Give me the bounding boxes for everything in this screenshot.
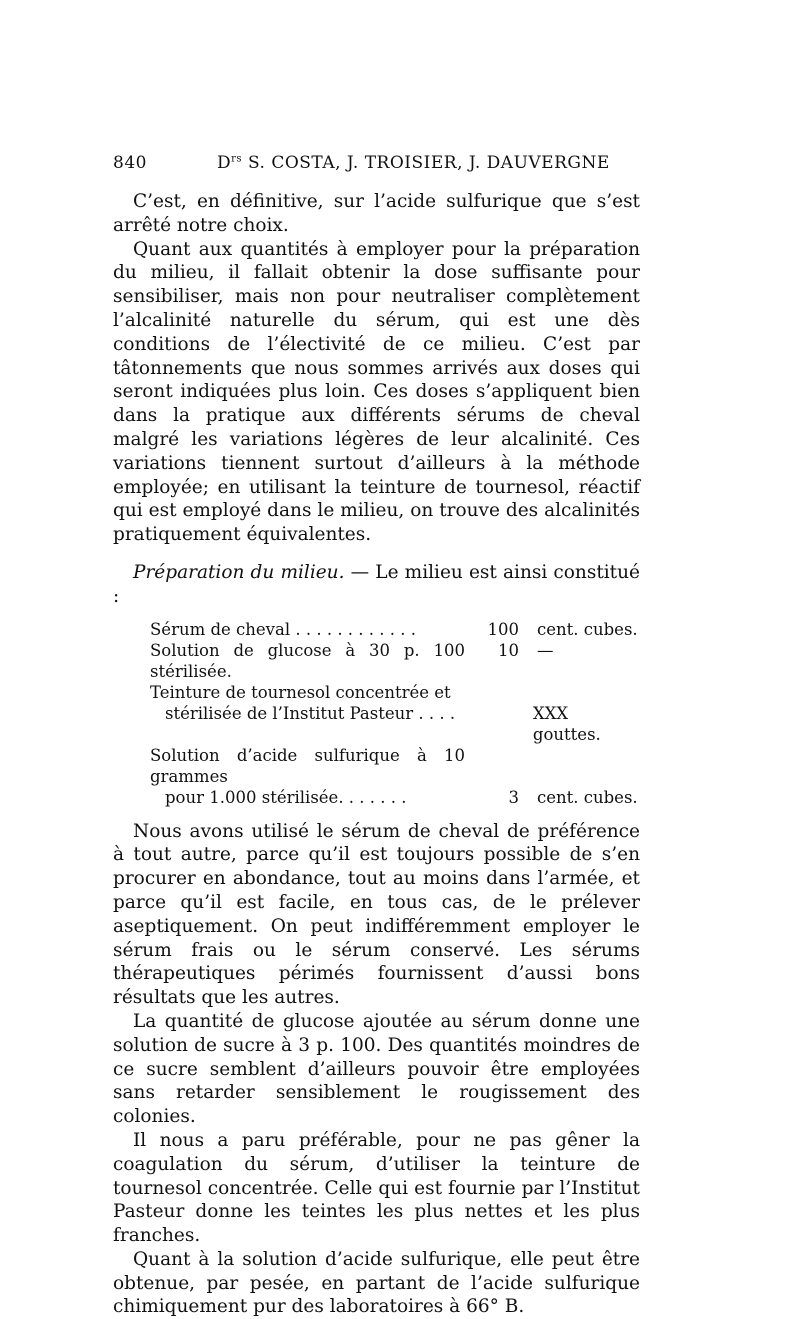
body-text <box>113 190 640 1319</box>
section-title-rest: — Le milieu est ainsi constitué : <box>113 561 640 607</box>
paragraph: Il nous a paru préférable, pour ne pas gêner la coagulation du sérum, d’utiliser la teinture de tournesol concentrée. Celle qui est fournie par l’Institut Pasteur donne les teintes les plus nettes et les plus franches. <box>113 1129 640 1247</box>
recipe-row <box>113 745 640 787</box>
authors-names: S. COSTA, J. TROISIER, J. DAUVERGNE <box>247 153 610 173</box>
paragraph: Nous avons utilisé le sérum de cheval de préférence à tout autre, parce qu’il est toujours possible de s’en procurer en abondance, tout au moins dans l’armée, et parce qu’il est facile, en tous cas, de le prélever aseptiquement. On peut indifféremment employer le sérum frais ou le sérum conservé. Les sérums thérapeutiques périmés fournissent d’aussi bons résultats que les autres. <box>113 820 640 1009</box>
recipe-quantity: 10 <box>498 640 519 660</box>
recipe-unit: cent. cubes. <box>537 619 638 639</box>
recipe-row <box>113 682 640 703</box>
recipe-ingredient: Teinture de tournesol concentrée et <box>150 682 451 702</box>
recipe-quantity <box>465 682 519 703</box>
recipe-unit: XXX gouttes. <box>532 703 601 744</box>
page-number: 840 <box>113 153 147 173</box>
recipe-row <box>113 640 640 682</box>
paragraph: C’est, en définitive, sur l’acide sulfurique que s’est arrêté notre choix. <box>113 191 640 236</box>
recipe-row-cont <box>113 787 640 808</box>
running-header <box>113 153 673 179</box>
recipe-unit: — <box>537 640 554 660</box>
recipe-row-cont <box>113 703 640 745</box>
recipe-ingredient: Sérum de cheval . . . . . . . . . . . . <box>150 619 416 639</box>
recipe-ingredient: Solution d’acide sulfurique à 10 grammes <box>150 745 465 786</box>
recipe-row <box>113 619 640 640</box>
paragraph: La quantité de glucose ajoutée au sérum donne une solution de sucre à 3 p. 100. Des quantités moindres de ce sucre semblent d’ailleurs pouvoir être employées sans retarder sensiblement le rougissement des colonies. <box>113 1010 640 1128</box>
section-title: Préparation du milieu. <box>133 561 345 583</box>
recipe-quantity: 3 <box>508 787 519 807</box>
recipe-ingredient-cont: pour 1.000 stérilisée. . . . . . . <box>165 787 407 807</box>
section-heading <box>113 561 640 609</box>
paragraph: Quant à la solution d’acide sulfurique, elle peut être obtenue, par pesée, en partant de l’acide sulfurique chimiquement pur des laboratoires à 66° B. <box>113 1248 640 1318</box>
recipe-ingredient-cont: stérilisée de l’Institut Pasteur . . . . <box>165 703 456 723</box>
recipe-ingredient: Solution de glucose à 30 p. 100 stérilisée. <box>150 640 465 681</box>
recipe-unit: cent. cubes. <box>537 787 638 807</box>
authors-prefix: D <box>217 153 232 173</box>
recipe-quantity: 100 <box>487 619 519 639</box>
authors-line <box>217 153 610 173</box>
authors-superscript: rs <box>231 153 243 165</box>
recipe-list <box>113 619 640 808</box>
paragraph: Quant aux quantités à employer pour la préparation du milieu, il fallait obtenir la dose suffisante pour sensibiliser, mais non pour neutraliser complètement l’alcalinité naturelle du sérum, qui est une dès conditions de l’électivité de ce milieu. C’est par tâtonnements que nous sommes arrivés aux doses qui seront indiquées plus loin. Ces doses s’appliquent bien dans la pratique aux différents sérums de cheval malgré les variations légères de leur alcalinité. Ces variations tiennent surtout d’ailleurs à la méthode employée; en utilisant la teinture de tournesol, réactif qui est employé dans le milieu, on trouve des alcalinités pratiquement équivalentes. <box>113 238 640 546</box>
